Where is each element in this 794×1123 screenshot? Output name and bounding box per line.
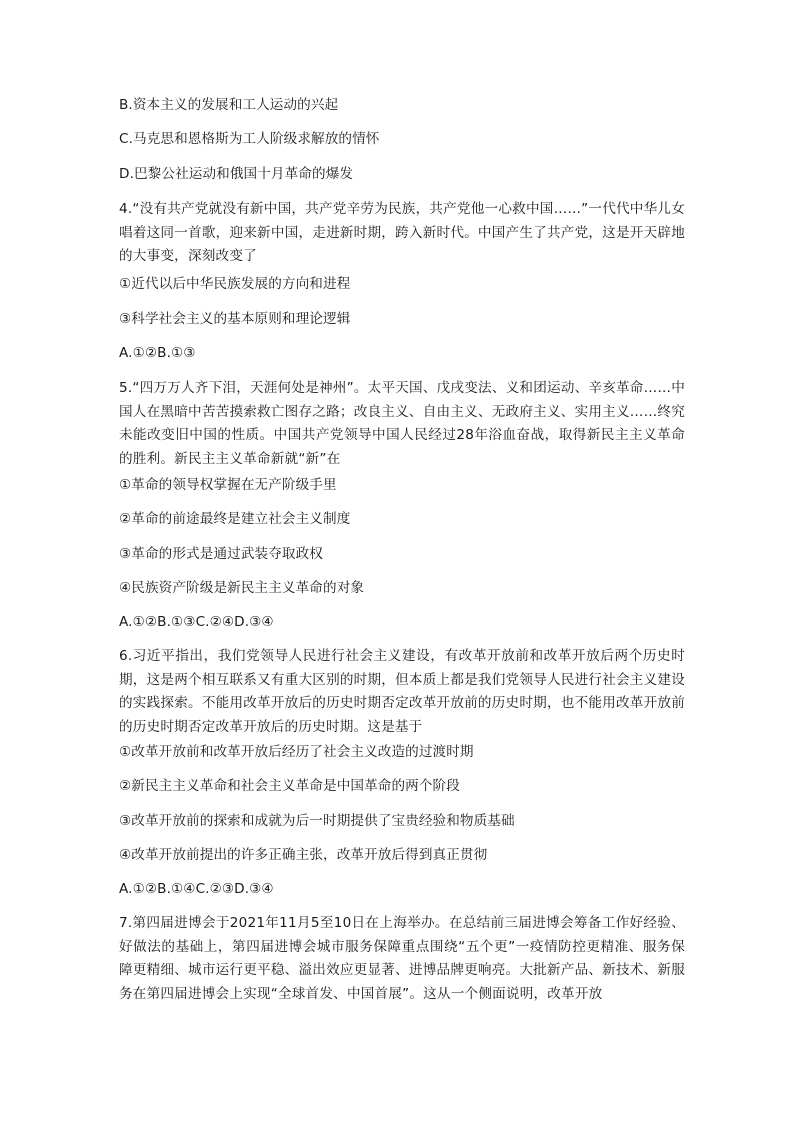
q5-item-3: ③革命的形式是通过武装夺取政权 <box>119 546 323 562</box>
q6-item-1: ①改革开放前和改革开放后经历了社会主义改造的过渡时期 <box>119 744 474 760</box>
q6-answer-options: A.①②B.①④C.②③D.③④ <box>119 881 274 897</box>
q7-stem: 7.第四届进博会于2021年11月5至10日在上海举办。在总结前三届进博会筹备工作好经验、好做法的基础上，第四届进博会城市服务保障重点围绕“五个更”一疫情防控更精准、服务保障更精细、城市运行更平稳、溢出效应更显著、进博品牌更响亮。大批新产品、新技术、新服务在第四届进博会上实现“全球首发、中国首展”。这从一个侧面说明，改革开放 <box>119 915 685 1002</box>
q4-item-1: ①近代以后中华民族发展的方向和进程 <box>119 276 351 292</box>
q4-answer-options: A.①②B.①③ <box>119 345 196 361</box>
q5-item-2: ②革命的前途最终是建立社会主义制度 <box>119 511 351 527</box>
q4-item-3: ③科学社会主义的基本原则和理论逻辑 <box>119 311 351 327</box>
q5-answer-options: A.①②B.①③C.②④D.③④ <box>119 614 274 630</box>
q3-option-d: D.巴黎公社运动和俄国十月革命的爆发 <box>119 166 354 182</box>
q5-stem: 5.“四万万人齐下泪，天涯何处是神州”。太平天国、戊戌变法、义和团运动、辛亥革命……中国人在黑暗中苦苦摸索救亡图存之路；改良主义、自由主义、无政府主义、实用主义……终究未能改变旧中国的性质。中国共产党领导中国人民经过28年浴血奋战，取得新民主主义革命的胜利。新民主主义革命新就“新”在 <box>119 380 685 467</box>
q5-item-1: ①革命的领导权掌握在无产阶级手里 <box>119 477 337 493</box>
q6-stem: 6.习近平指出，我们党领导人民进行社会主义建设，有改革开放前和改革开放后两个历史时期，这是两个相互联系又有重大区别的时期，但本质上都是我们党领导人民进行社会主义建设的实践探索。不能用改革开放后的历史时期否定改革开放前的历史时期，也不能用改革开放前的历史时期否定改革开放后的历史时期。这是基于 <box>119 648 685 735</box>
q5-item-4: ④民族资产阶级是新民主主义革命的对象 <box>119 580 365 596</box>
q6-item-4: ④改革开放前提出的许多正确主张，改革开放后得到真正贯彻 <box>119 847 488 863</box>
q6-item-3: ③改革开放前的探索和成就为后一时期提供了宝贵经验和物质基础 <box>119 813 515 829</box>
q3-option-b: B.资本主义的发展和工人运动的兴起 <box>119 97 339 113</box>
q3-option-c: C.马克思和恩格斯为工人阶级求解放的情怀 <box>119 131 380 147</box>
q6-item-2: ②新民主主义革命和社会主义革命是中国革命的两个阶段 <box>119 778 460 794</box>
q4-stem: 4.“没有共产党就没有新中国，共产党辛劳为民族，共产党他一心救中国……”一代代中华儿女唱着这同一首歌，迎来新中国，走进新时期，跨入新时代。中国产生了共产党，这是开天辟地的大事变，深刻改变了 <box>119 201 685 264</box>
